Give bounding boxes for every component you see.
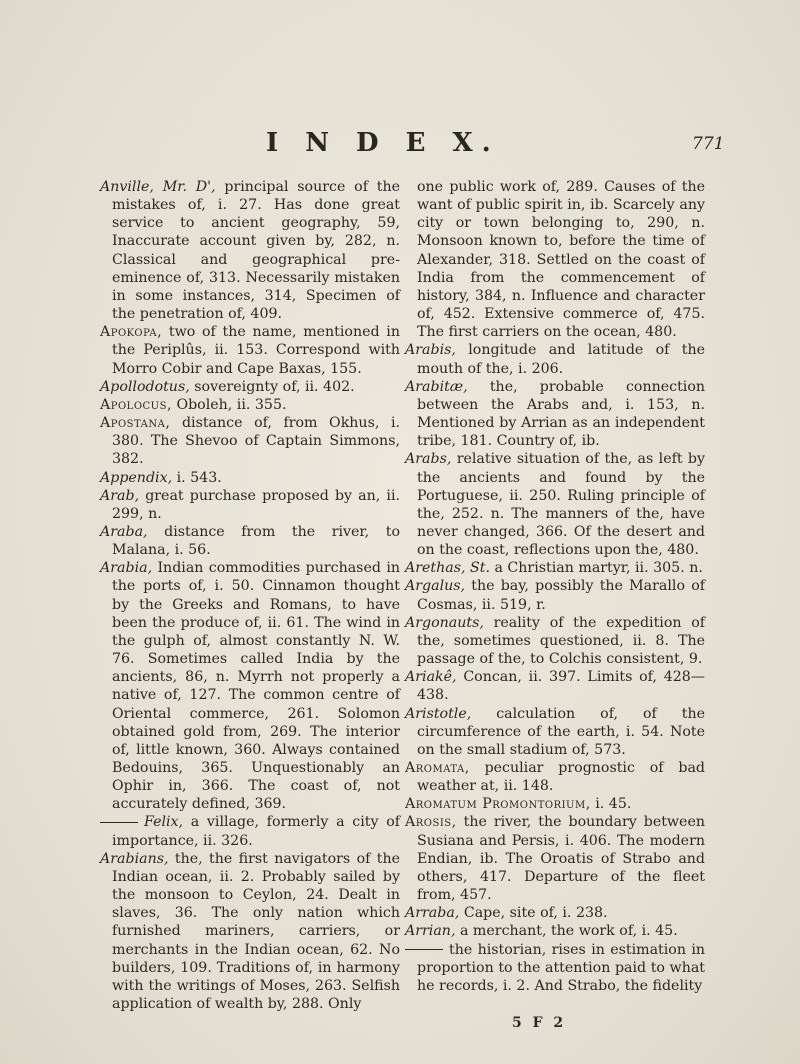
entry-headword: Arabians,: [100, 850, 169, 867]
entry-text: Oboleh, ii. 355.: [171, 396, 287, 413]
index-entry: [405, 378, 705, 451]
entry-text: i. 543.: [172, 469, 222, 486]
index-entry: [405, 559, 705, 577]
entry-headword: Arabis,: [405, 342, 456, 359]
index-entry: [100, 559, 400, 813]
page-header: [0, 128, 800, 168]
entry-headword: Anville, Mr. D',: [100, 179, 216, 195]
index-entry: [100, 178, 400, 323]
index-entry: [100, 323, 400, 377]
index-entry: [405, 759, 705, 795]
index-entry: [100, 396, 400, 414]
entry-headword: Arethas, St.: [405, 560, 490, 577]
index-entry: [100, 414, 400, 468]
entry-text: Indian commodities purchased in the ports of, i. 50. Cinnamon thought by the Greeks and Romans, to have been the produce of, ii. 61. The wind in the gulph of, almost constantly N. W. 76. Sometimes called India by the ancients, 86, n. Myrrh not properly a native of, 127. The common centre of Oriental commerce, 261. Solomon obtained gold from, 269. The interior of, little known, 360. Always contained Bedouins, 365. Unquestionably an Ophir in, 366. The coast of, not accurately defined, 369.: [112, 560, 400, 813]
entry-text: the river, the boundary between Susiana and Persis, i. 406. The modern Endian, ib. The Oroatis of Strabo and others, 417. Departure of the fleet from, 457.: [417, 814, 705, 904]
index-entry: [405, 450, 705, 559]
entry-text: i. 45.: [590, 796, 632, 813]
index-entry: [405, 813, 705, 904]
entry-headword: Aristotle,: [405, 705, 472, 722]
entry-text: a merchant, the work of, i. 45.: [455, 923, 678, 940]
right-column: [405, 178, 705, 995]
entry-text: reality of the expedition of the, sometimes questioned, ii. 8. The passage of the, to Colchis consistent, 9.: [417, 614, 705, 668]
entry-headword-smallcaps: Arosis,: [405, 814, 457, 831]
entry-headword: Arab,: [100, 487, 140, 504]
entry-text: sovereignty of, ii. 402.: [189, 378, 355, 395]
entry-text: calculation of, of the circumference of the earth, i. 54. Note on the small stadium of, 573.: [417, 705, 705, 758]
entry-headword: Apollodotus,: [100, 378, 190, 395]
entry-text: principal source of the mistakes of, i. 27. Has done great service to ancient geography, 59, Inaccurate account given by, 282, n. Classical and geographical pre-eminence of, 313. Necessarily mistaken in some instances, 314, Specimen of the penetration of, 409.: [112, 179, 400, 323]
entry-text: the, probable connection between the Arabs and, i. 153, n. Mentioned by Arrian as an independent tribe, 181. Country of, ib.: [417, 378, 705, 450]
entry-headword: Araba,: [100, 523, 148, 540]
index-entry: [100, 523, 400, 559]
entry-text: two of the name, mentioned in the Periplûs, ii. 153. Correspond with Morro Cobir and Cape Baxas, 155.: [112, 324, 400, 377]
entry-headword: Argalus,: [405, 578, 466, 595]
entry-text: peculiar prognostic of bad weather at, ii. 148.: [417, 760, 705, 795]
entry-text: the, the first navigators of the Indian ocean, ii. 2. Probably sailed by the monsoon to Ceylon, 24. Dealt in slaves, 36. The only nation which furnished mariners, carriers, or merchants in the Indian ocean, 62. No builders, 109. Traditions of, in harmony with the writings of Moses, 263. Selfish application of wealth by, 288. Only: [112, 850, 400, 1013]
index-entry: [405, 941, 705, 995]
entry-text: the historian, rises in estimation in proportion to the attention paid to what he records, i. 2. And Strabo, the fidelity: [417, 941, 705, 994]
entry-headword: Ariakê,: [405, 669, 457, 686]
index-entry: [100, 850, 400, 1013]
index-entry: [405, 577, 705, 613]
repeat-dash: [405, 949, 443, 950]
entry-headword-smallcaps: Apokopa,: [100, 324, 163, 341]
entry-text: one public work of, 289. Causes of the want of public spirit in, ib. Scarcely any city or town belonging to, 290, n. Monsoon known to, before the time of Alexander, 318. Settled on the coast of India from the commencement of history, 384, n. Influence and character of, 452. Extensive commerce of, 475. The first carriers on the ocean, 480.: [417, 179, 705, 341]
index-entry: [405, 922, 705, 940]
entry-headword-smallcaps: Apolocus,: [100, 396, 172, 413]
entry-text: relative situation of the, as left by the ancients and found by the Portuguese, ii. 250. Ruling principle of the, 252. n. The manners of the, have never changed, 366. Of the desert and on the coast, reflections upon the, 480.: [417, 451, 705, 559]
entry-text: a Christian martyr, ii. 305. n.: [489, 560, 703, 577]
entry-text: great purchase proposed by an, ii. 299, n.: [112, 487, 400, 522]
index-entry: [405, 178, 705, 341]
index-entry: [405, 614, 705, 668]
repeat-dash: [100, 822, 138, 823]
index-entry: [405, 795, 705, 813]
index-entry: [405, 904, 705, 922]
entry-headword: Arraba,: [405, 905, 460, 922]
index-entry: [405, 668, 705, 704]
entry-text: distance from the river, to Malana, i. 56.: [112, 523, 400, 559]
entry-text: the bay, possibly the Marallo of Cosmas, ii. 519, r.: [417, 578, 705, 613]
index-entry: [100, 469, 400, 487]
entry-text: distance of, from Okhus, i. 380. The Shevoo of Captain Simmons, 382.: [112, 415, 400, 468]
index-entry: [405, 341, 705, 377]
entry-text: a village, formerly a city of importance, ii. 326.: [112, 814, 400, 849]
index-entry: [100, 813, 400, 849]
entry-headword-smallcaps: Aromatum Promontorium,: [405, 796, 591, 813]
index-entry: [405, 705, 705, 759]
entry-headword: Appendix,: [100, 469, 173, 486]
entry-headword: Argonauts,: [405, 614, 484, 631]
page-number: 771: [692, 134, 725, 154]
entry-text: longitude and latitude of the mouth of the, i. 206.: [417, 342, 705, 377]
entry-text: Concan, ii. 397. Limits of, 428—438.: [417, 669, 705, 704]
entry-headword: Arabitæ,: [405, 378, 468, 395]
index-entry: [100, 487, 400, 523]
entry-headword: Felix,: [144, 814, 184, 831]
entry-headword-smallcaps: Aromata,: [405, 760, 470, 776]
running-title: I N D E X.: [266, 128, 500, 158]
entry-headword-smallcaps: Apostana,: [100, 415, 171, 432]
entry-headword: Arrian,: [405, 923, 456, 940]
left-column: [100, 178, 400, 1013]
entry-headword: Arabia,: [100, 560, 153, 577]
entry-text: Cape, site of, i. 238.: [459, 905, 608, 922]
signature-mark: 5 F 2: [512, 1015, 567, 1031]
index-entry: [100, 378, 400, 396]
entry-headword: Arabs,: [405, 451, 452, 468]
